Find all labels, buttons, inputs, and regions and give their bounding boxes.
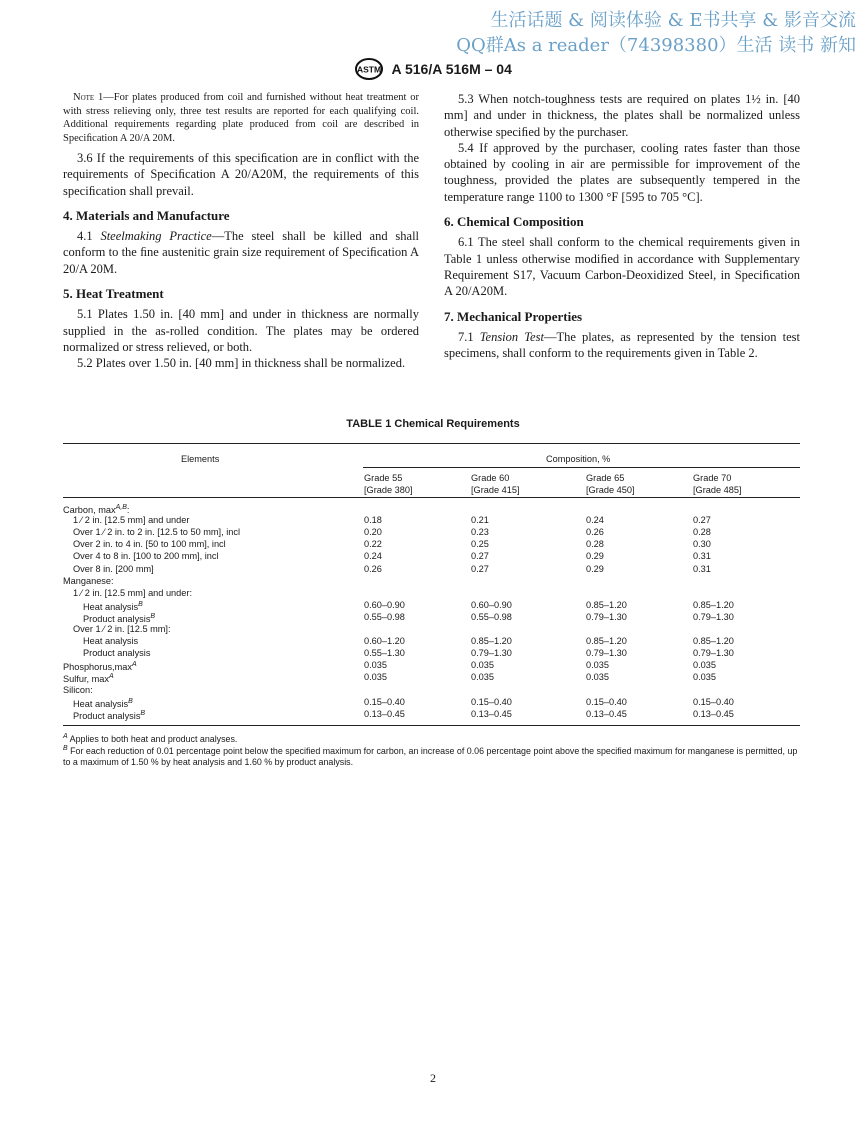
table-cell: 0.25 [471,539,489,550]
paragraph-7-1: 7.1 Tension Test—The plates, as represented by the tension test specimens, shall conform to the requirements given in Table 2. [444,329,800,361]
table-row-label: Over 8 in. [200 mm] [73,563,154,574]
page-number: 2 [430,1071,436,1085]
table-row-label: Heat analysis$^B$ [83,600,143,612]
table-cell: 0.18 [364,515,382,526]
table-row-label: Product analysis$^B$ [83,612,156,624]
table-cell: 0.24 [586,515,604,526]
grade-header: Grade 60 [471,473,510,483]
table-row-label: Over 1 ⁄ 2 in. [12.5 mm]: [73,624,171,634]
table-cell: 0.79–1.30 [693,611,734,622]
right-column [444,91,800,361]
table-cell: 0.26 [364,563,382,574]
elements-header: Elements [181,454,220,464]
table-cell: 0.035 [364,660,387,671]
table-cell: 0.035 [364,672,387,683]
astm-logo-icon [354,58,384,83]
table-cell: 0.79–1.30 [693,648,734,659]
document-designation: A 516/A 516M – 04 [391,61,512,78]
table-row-label: Over 2 in. to 4 in. [50 to 100 mm], incl [73,539,226,550]
table-cell: 0.21 [471,515,489,526]
grade-header-bracket: [Grade 415] [471,485,520,495]
table-cell: 0.85–1.20 [586,636,627,647]
table-row-label: Heat analysis$^B$ [73,697,133,709]
table-cell: 0.79–1.30 [586,611,627,622]
table-row-label: Carbon, $\max^{A,B}$: [63,504,130,516]
table-cell: 0.27 [693,515,711,526]
table-cell: 0.15–0.40 [471,696,512,707]
table-row-label: Manganese: [63,575,114,586]
table-row-label: $Phosphorus,\max^A$ [63,661,137,673]
table-cell: 0.15–0.40 [693,696,734,707]
paragraph-3-6: 3.6 If the requirements of this speciﬁcation are in conﬂict with the requirements of Speciﬁcation A 20/A20M, the requirements of this speciﬁcation shall prevail. [63,151,419,198]
table-cell: 0.13–0.45 [586,708,627,719]
table-cell: 0.13–0.45 [693,708,734,719]
table-cell: 0.23 [471,527,489,538]
table-row-label: 1 ⁄ 2 in. [12.5 mm] and under: [73,587,192,598]
grade-header-bracket: [Grade 485] [693,485,742,495]
section-4-heading: 4. Materials and Manufacture [63,207,230,223]
table-row-label: Over 4 to 8 in. [100 to 200 mm], incl [73,551,219,562]
grade-header-bracket: [Grade 450] [586,485,635,495]
table-cell: 0.28 [693,527,711,538]
table-cell: 0.26 [586,527,604,538]
table-footnote-a: $^A$ Applies to both heat and product analyses. [63,733,238,744]
table-cell: 0.31 [693,551,711,562]
table-cell: 0.85–1.20 [471,636,512,647]
paragraph-4-1: 4.1 Steelmaking Practice—The steel shall be killed and shall conform to the ﬁne austenitic grain size requirement of Speciﬁcation A 20/A 20M. [63,229,420,276]
table-cell: 0.035 [471,660,494,671]
paragraph-6-1: 6.1 The steel shall conform to the chemical requirements given in Table 1 unless otherwise modiﬁed in accordance with Supplementary Requirement S17, Vacuum Carbon-Deoxidized Steel, in Speciﬁcation A 20/A20M. [444,235,800,299]
table-row-label: Product analysis [83,648,151,659]
section-7-heading: 7. Mechanical Properties [444,308,583,324]
document-header [0,58,866,83]
table-cell: 0.55–0.98 [364,611,405,622]
table-row-label: Heat analysis [83,636,139,647]
table-cell: 0.035 [693,660,716,671]
table-cell: 0.60–0.90 [471,599,512,610]
table-cell: 0.20 [364,527,382,538]
paragraph-5-3: 5.3 When notch-toughness tests are required on plates 1½ in. [40 mm] and under in thickness, the plates shall be normalized unless otherwise speciﬁed by the purchaser. [444,92,800,139]
table-cell: 0.85–1.20 [693,599,734,610]
composition-header-rule [363,467,800,468]
table-cell: 0.035 [471,672,494,683]
watermark-line-2: QQ群As a reader（74398380）生活 读书 新知 [456,35,856,56]
table-caption: TABLE 1 Chemical Requirements [346,418,520,430]
table-cell: 0.79–1.30 [471,648,512,659]
table-cell: 0.13–0.45 [471,708,512,719]
table-cell: 0.15–0.40 [364,696,405,707]
table-cell: 0.29 [586,551,604,562]
watermark-line-1: 生活话题 & 阅读体验 & E书共享 & 影音交流 [490,10,856,31]
left-column [63,91,419,372]
grade-header: Grade 70 [693,473,732,483]
table-cell: 0.035 [586,660,609,671]
table-row-label: Over 1 ⁄ 2 in. to 2 in. [12.5 to 50 mm], incl [73,527,240,538]
table-cell: 0.28 [586,539,604,550]
table-cell: 0.60–0.90 [364,599,405,610]
table-cell: 0.85–1.20 [693,636,734,647]
table-cell: 0.24 [364,551,382,562]
table-cell: 0.035 [586,672,609,683]
section-6-heading: 6. Chemical Composition [444,214,584,230]
table-cell: 0.30 [693,539,711,550]
grade-header: Grade 55 [364,473,403,483]
table-cell: 0.035 [693,672,716,683]
table-cell: 0.27 [471,551,489,562]
table-cell: 0.15–0.40 [586,696,627,707]
table-footnote-b: $^B$ For each reduction of 0.01 percentage point below the speciﬁed maximum for carbon, an increase of 0.06 percentage point above the speciﬁed maximum for manganese is permitted, up to a maximum of 1.50 % by heat analysis and 1.60 % by product analysis. [63,745,798,768]
composition-header: Composition, % [546,454,611,464]
paragraph-5-2: 5.2 Plates over 1.50 in. [40 mm] in thickness shall be normalized. [77,356,406,371]
table-cell: 0.13–0.45 [364,708,405,719]
table-row-label: 1 ⁄ 2 in. [12.5 mm] and under [73,515,190,526]
paragraph-5-4: 5.4 If approved by the purchaser, cooling rates faster than those obtained by cooling in air are permissible for improvement of the toughness, provided the plates are subsequently tempered in the temperature range 1100 to 1300 °F [595 to 705 °C]. [444,140,800,204]
grade-header-bracket: [Grade 380] [364,485,413,495]
table-cell: 0.27 [471,563,489,574]
svg-text:ASTM: ASTM [357,64,382,75]
table-cell: 0.31 [693,563,711,574]
table-row-label: Product analysis$^B$ [73,709,146,721]
table-top-rule [63,443,800,444]
table-row-label: Silicon: [63,684,93,695]
table-cell: 0.60–1.20 [364,636,405,647]
table-bottom-rule [63,725,800,726]
table-row-label: Sulfur, $\max^A$ [63,673,114,685]
table-cell: 0.55–1.30 [364,648,405,659]
grade-header: Grade 65 [586,473,625,483]
note-1: Note 1—For plates produced from coil and furnished without heat treatment or with stress relieving only, three test results are reported for each qualifying coil. Additional requirements regarding plate produced from coil are described in Speciﬁcation A 20/A 20M. [63,92,419,144]
table-cell: 0.55–0.98 [471,611,512,622]
table-cell: 0.29 [586,563,604,574]
table-cell: 0.22 [364,539,382,550]
table-cell: 0.79–1.30 [586,648,627,659]
table-cell: 0.85–1.20 [586,599,627,610]
section-5-heading: 5. Heat Treatment [63,286,164,302]
paragraph-5-1: 5.1 Plates 1.50 in. [40 mm] and under in thickness are normally supplied in the as-rolled condition. The plates may be ordered normalized or stress relieved, or both. [63,307,419,354]
header-bottom-rule [63,497,800,498]
